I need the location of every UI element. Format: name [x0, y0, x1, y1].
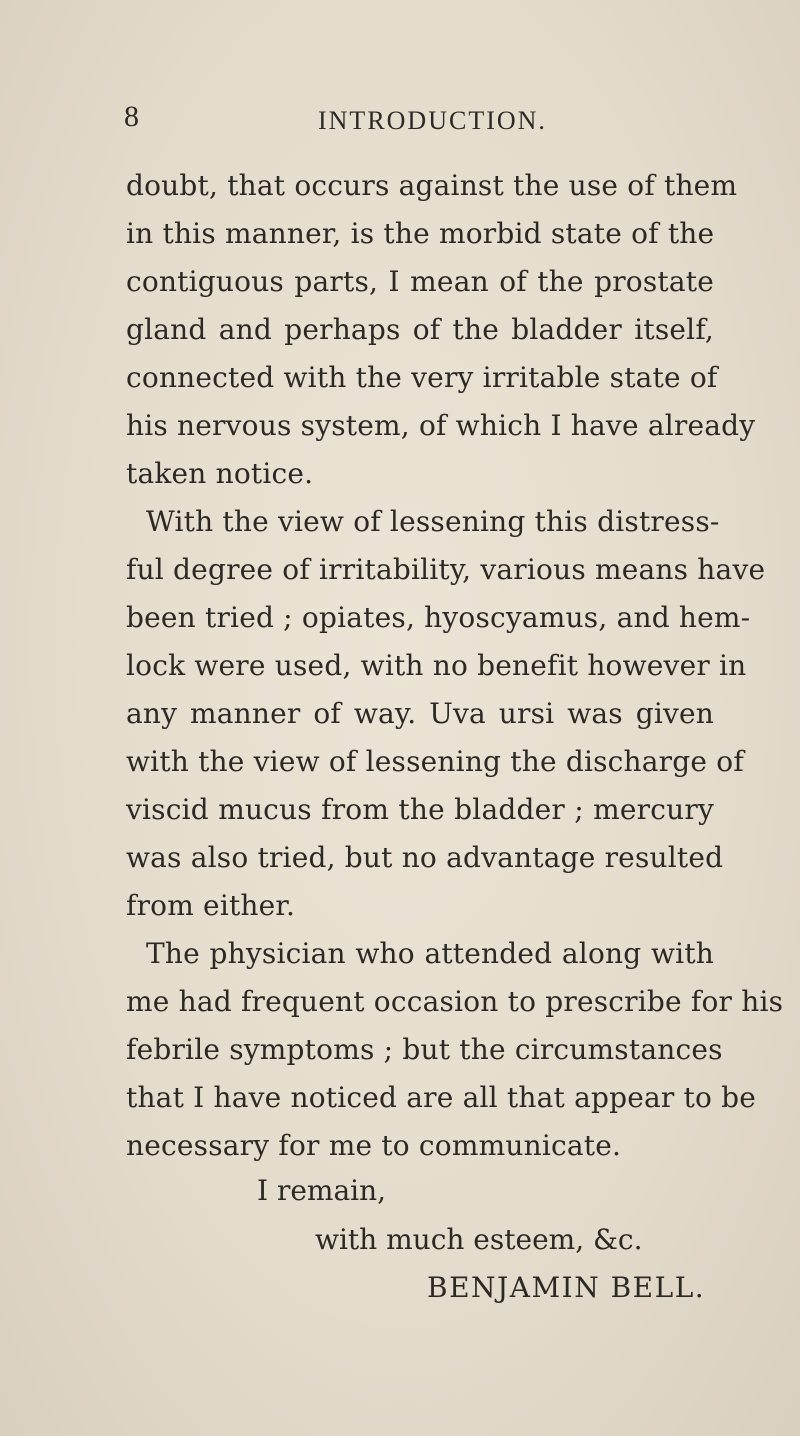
text-line: been tried ; opiates, hyoscyamus, and hem- [126, 601, 751, 634]
text-line: from either. [126, 889, 296, 922]
text-line: febrile symptoms ; but the circumstances [126, 1033, 723, 1066]
text-line: was also tried, but no advantage resulted [126, 841, 724, 874]
text-line: any manner of way. Uva ursi was given [126, 697, 714, 730]
page-number: 8 [124, 100, 139, 133]
paragraph-start-line: With the view of lessening this distress- [146, 505, 720, 538]
text-line: contiguous parts, I mean of the prostate [126, 265, 714, 298]
text-line: me had frequent occasion to prescribe for his [126, 985, 784, 1018]
paragraph-start-line: The physician who attended along with [146, 937, 714, 970]
text-line: connected with the very irritable state of [126, 361, 718, 394]
body-text [126, 162, 784, 1170]
text-line: his nervous system, of which I have already [126, 409, 756, 442]
closing-esteem: with much esteem, &c. [315, 1223, 643, 1256]
text-line: in this manner, is the morbid state of the [126, 217, 715, 250]
closing-remain: I remain, [257, 1174, 387, 1207]
text-line: taken notice. [126, 457, 314, 490]
text-line: gland and perhaps of the bladder itself, [126, 313, 714, 346]
text-line: with the view of lessening the discharge of [126, 745, 744, 778]
running-head [0, 100, 800, 140]
text-line: lock were used, with no benefit however in [126, 649, 747, 682]
text-line: viscid mucus from the bladder ; mercury [126, 793, 714, 826]
signature: BENJAMIN BELL. [427, 1271, 706, 1304]
text-line: ful degree of irritability, various means have [126, 553, 766, 586]
text-line: doubt, that occurs against the use of them [126, 169, 738, 202]
text-line: necessary for me to communicate. [126, 1129, 622, 1162]
text-line: that I have noticed are all that appear to be [126, 1081, 757, 1114]
running-title: INTRODUCTION. [318, 106, 547, 135]
